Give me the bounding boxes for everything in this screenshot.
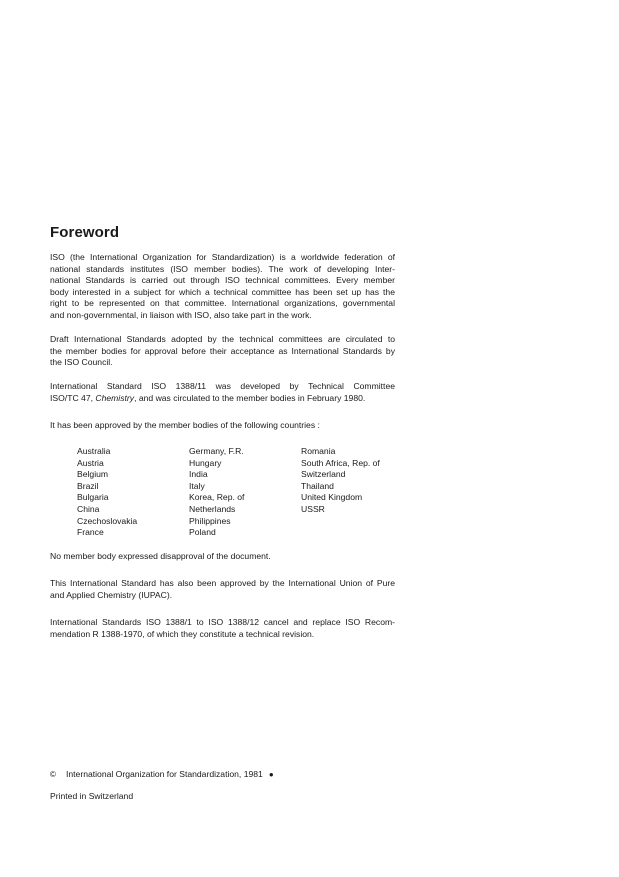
paragraph-approval [50, 420, 395, 432]
countries-column-1 [77, 446, 137, 539]
paragraph-draft-standards [50, 334, 395, 369]
committee-name: Chemistry [95, 392, 135, 403]
text-line: and non-governmental, in liaison with ISO, also take part in the work. [50, 309, 312, 320]
country-item: Korea, Rep. of [189, 492, 245, 503]
country-item: Australia [77, 446, 111, 456]
country-item: Switzerland [301, 469, 346, 480]
country-item: Czechoslovakia [77, 515, 138, 526]
country-item: Germany, F.R. [189, 446, 244, 456]
country-item: United Kingdom [301, 492, 363, 503]
country-item: Belgium [77, 469, 109, 480]
country-item: Poland [189, 527, 216, 538]
copyright-text: International Organization for Standardization, 1981 [66, 769, 263, 779]
country-item: Italy [189, 480, 205, 491]
country-item: China [77, 503, 100, 514]
text-line: the ISO Council. [50, 357, 113, 368]
country-item: Philippines [189, 515, 231, 526]
text-line: and Applied Chemistry (IUPAC). [50, 589, 173, 600]
paragraph-replacement [50, 617, 395, 640]
text-line: body interested in a subject for which a technical committee has been set up has the [50, 286, 395, 297]
country-item: Brazil [77, 480, 99, 491]
circulation-note: , and was circulated to the member bodies in February 1980. [134, 392, 366, 403]
country-item: Netherlands [189, 503, 236, 514]
text-line: No member body expressed disapproval of the document. [50, 551, 271, 561]
paragraph-iso-intro [50, 252, 395, 322]
printed-in-notice: Printed in Switzerland [50, 791, 134, 801]
countries-list [77, 446, 407, 541]
countries-column-3 [301, 446, 380, 516]
paragraph-iupac-approval [50, 578, 395, 601]
country-item: France [77, 527, 104, 538]
copyright-notice [50, 769, 274, 780]
text-line: It has been approved by the member bodies of the following countries : [50, 420, 320, 430]
text-line: mendation R 1388-1970, of which they constitute a technical revision. [50, 628, 315, 639]
committee-ref: ISO/TC 47, [50, 392, 96, 403]
country-item: South Africa, Rep. of [301, 457, 380, 468]
text-line: the member bodies for approval before their acceptance as International Standards by [50, 345, 395, 356]
country-item: Thailand [301, 480, 334, 491]
country-item: Bulgaria [77, 492, 109, 503]
country-item: Austria [77, 457, 104, 468]
text-line: International Standard ISO 1388/11 was developed by Technical Committee [50, 381, 395, 391]
paragraph-standard-development [50, 381, 395, 404]
country-item: India [189, 469, 208, 480]
countries-column-2 [189, 446, 244, 539]
text-line: ISO (the International Organization for Standardization) is a worldwide federation of [50, 252, 395, 262]
country-item: Romania [301, 446, 336, 456]
foreword-title: Foreword [50, 224, 120, 241]
text-line: national standards institutes (ISO member bodies). The work of developing Inter- [50, 263, 395, 274]
bullet-icon: ● [268, 770, 274, 779]
text-line: This International Standard has also been approved by the International Union of Pure [50, 578, 395, 588]
text-line: right to be represented on that committee. International organizations, governmental [50, 298, 395, 309]
copyright-icon: © [50, 770, 56, 779]
text-line: national Standards is carried out through ISO technical committees. Every member [50, 275, 395, 286]
text-line: Draft International Standards adopted by the technical committees are circulated to [50, 334, 395, 344]
text-line [50, 393, 395, 405]
text-line: International Standards ISO 1388/1 to ISO 1388/12 cancel and replace ISO Recom- [50, 617, 395, 627]
country-item: USSR [301, 503, 325, 514]
paragraph-no-disapproval [50, 551, 395, 563]
country-item: Hungary [189, 457, 222, 468]
